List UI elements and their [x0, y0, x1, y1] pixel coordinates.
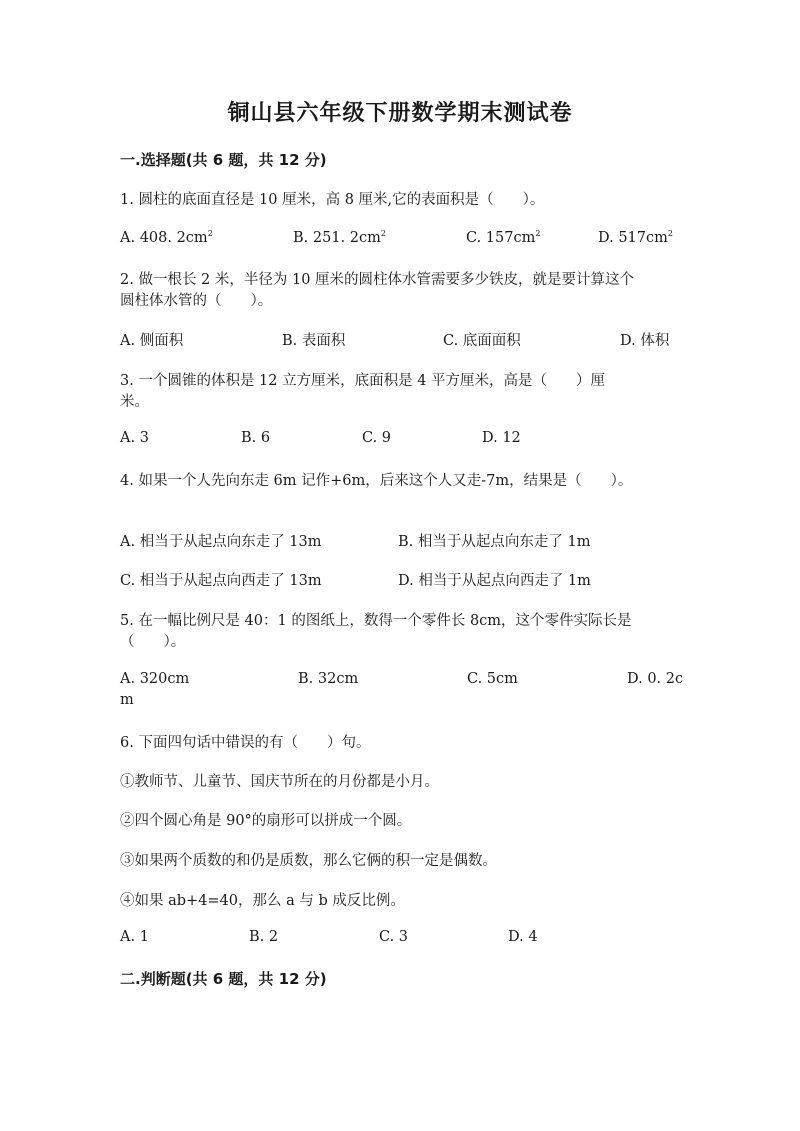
question-2-text-line-2: 圆柱体水管的（ ）。: [120, 293, 273, 309]
question-3-option-a: A. 3: [120, 430, 149, 446]
question-6-option-a: A. 1: [120, 929, 149, 945]
question-5-text-line-2: （ ）。: [120, 634, 186, 650]
question-6-option-c: C. 3: [379, 929, 409, 945]
question-6-statement-4: ④如果 ab+4=40，那么 a 与 b 成反比例。: [120, 893, 405, 909]
question-2-option-d: D. 体积: [620, 333, 670, 349]
question-5-text-line-1: 5. 在一幅比例尺是 40：1 的图纸上，数得一个零件长 8cm，这个零件实际长是: [120, 613, 632, 629]
question-6-option-d: D. 4: [508, 929, 538, 945]
section-heading-choice: 一.选择题(共 6 题，共 12 分): [120, 151, 327, 169]
question-5-option-d: D. 0. 2c: [627, 671, 684, 687]
question-3-text-line-2: 米。: [120, 394, 149, 410]
question-3-option-b: B. 6: [241, 430, 271, 446]
question-2-text-line-1: 2. 做一根长 2 米，半径为 10 厘米的圆柱体水管需要多少铁皮，就是要计算这个: [120, 272, 635, 288]
question-5-option-b: B. 32cm: [298, 671, 359, 687]
question-3-text-line-1: 3. 一个圆锥的体积是 12 立方厘米，底面积是 4 平方厘米，高是（ ）厘: [120, 373, 606, 389]
question-6-statement-1: ①教师节、儿童节、国庆节所在的月份都是小月。: [120, 774, 439, 790]
question-1-option-b: B. 251. $2cm^2$: [293, 229, 386, 246]
question-2-option-a: A. 侧面积: [120, 333, 184, 349]
question-4-option-b: B. 相当于从起点向东走了 1m: [398, 534, 591, 550]
question-6-option-b: B. 2: [249, 929, 279, 945]
question-5-option-d-wrap: m: [120, 692, 134, 708]
question-3-option-c: C. 9: [362, 430, 392, 446]
section-heading-judgment: 二.判断题(共 6 题，共 12 分): [120, 970, 327, 988]
question-5-option-c: C. 5cm: [467, 671, 518, 687]
question-4-option-d: D. 相当于从起点向西走了 1m: [398, 573, 591, 589]
question-2-option-c: C. 底面面积: [443, 333, 521, 349]
question-6-statement-2: ②四个圆心角是 90°的扇形可以拼成一个圆。: [120, 813, 412, 829]
question-4-option-a: A. 相当于从起点向东走了 13m: [120, 534, 322, 550]
question-6-text: 6. 下面四句话中错误的有（ ）句。: [120, 735, 371, 751]
question-3-option-d: D. 12: [482, 430, 521, 446]
question-1-text: 1. 圆柱的底面直径是 10 厘米，高 8 厘米,它的表面积是（ ）。: [120, 192, 545, 208]
question-1-option-c: C. $157cm^2$: [466, 229, 541, 246]
question-6-statement-3: ③如果两个质数的和仍是质数，那么它俩的积一定是偶数。: [120, 853, 497, 869]
question-1-option-a: A. 408. $2cm^2$: [120, 229, 213, 246]
question-1-option-d: D. $517cm^2$: [598, 229, 673, 246]
question-4-text: 4. 如果一个人先向东走 6m 记作+6m，后来这个人又走-7m，结果是（ ）。: [120, 473, 633, 489]
question-5-option-a: A. 320cm: [120, 671, 190, 687]
page-title: 铜山县六年级下册数学期末测试卷: [227, 101, 573, 126]
question-4-option-c: C. 相当于从起点向西走了 13m: [120, 573, 322, 589]
question-2-option-b: B. 表面积: [282, 333, 346, 349]
